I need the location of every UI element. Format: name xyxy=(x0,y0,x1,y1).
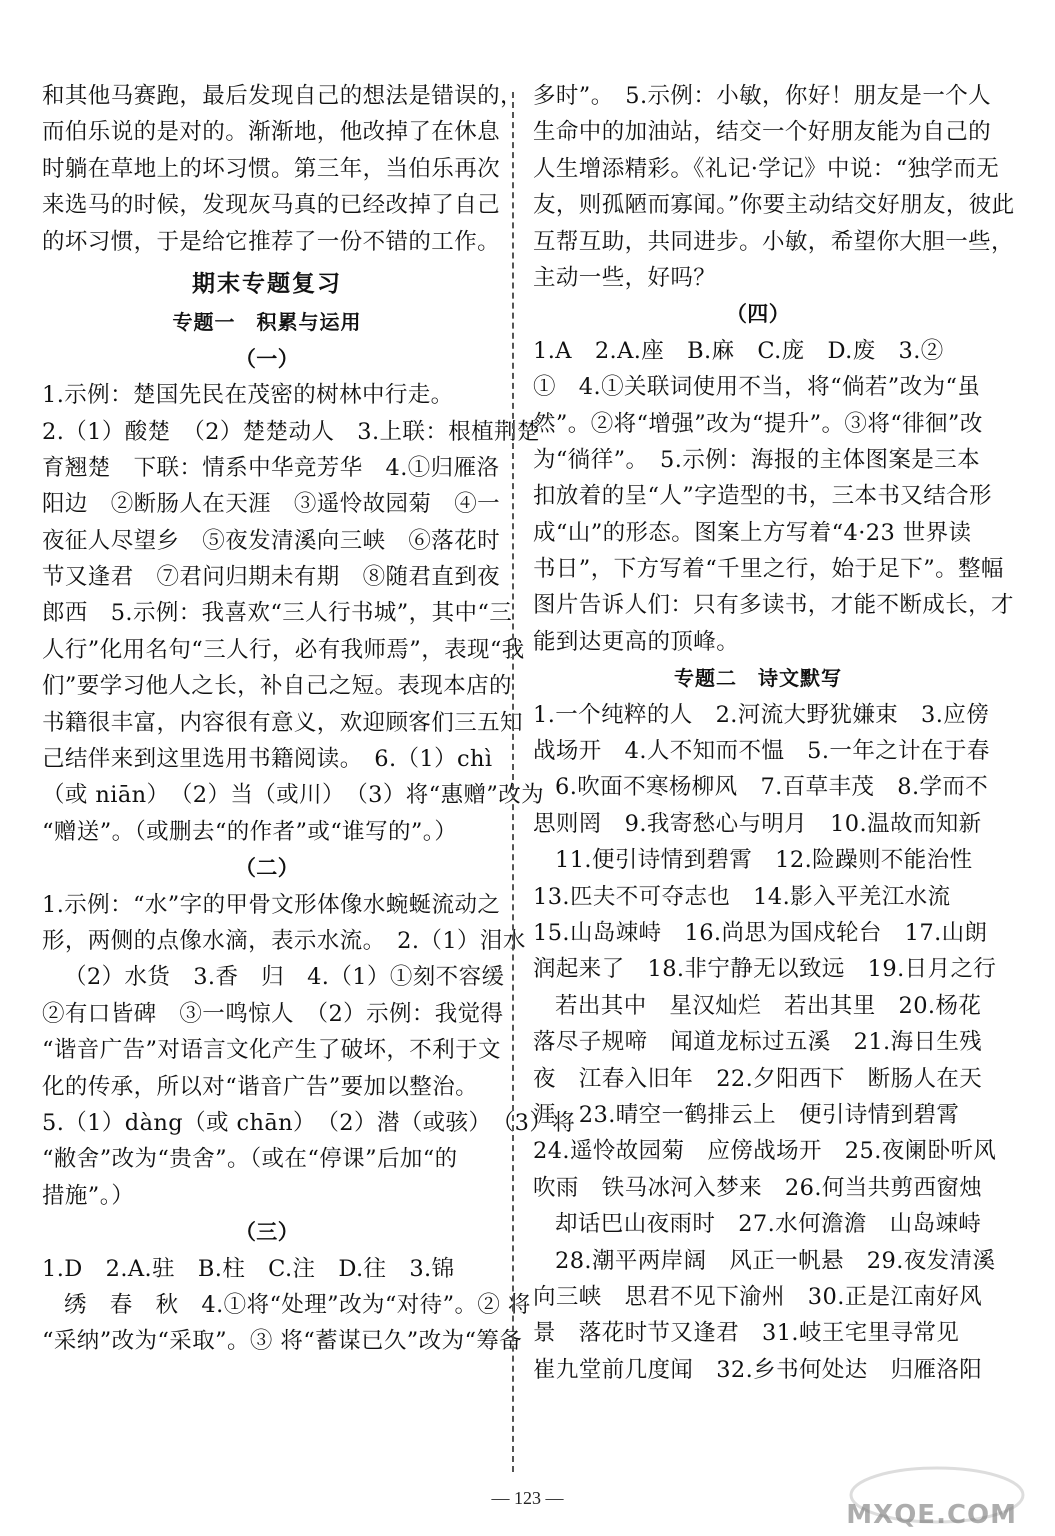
text-line: 5.（1）dàng（或 chān） （2）潜（或骇） （3）将 xyxy=(42,1109,576,1136)
text-line: 13.匹夫不可夺志也 14.影入平羌江水流 xyxy=(533,883,951,910)
text-line: 措施”。） xyxy=(42,1182,135,1209)
text-line: 向三峡 思君不见下渝州 30.正是江南好风 xyxy=(533,1283,983,1310)
text-line: 28.潮平两岸阔 风正一帆悬 29.夜发清溪 xyxy=(555,1247,996,1274)
column-divider xyxy=(512,92,514,1472)
text-line: 却话巴山夜雨时 27.水何澹澹 山岛竦峙 xyxy=(555,1211,982,1238)
text-line: 夜征人尽望乡 ⑤夜发清溪向三峡 ⑥落花时 xyxy=(42,527,501,554)
subsection-heading: （三） xyxy=(234,1220,300,1245)
text-line: “谐音广告”对语言文化产生了破坏，不利于文 xyxy=(42,1037,501,1064)
text-line: 人生增添精彩。《礼记·学记》中说：“独学而无 xyxy=(533,155,1000,182)
text-line: 己结伴来到这里选用书籍阅读。 6.（1）chì xyxy=(42,746,493,773)
text-line: 景 落花时节又逢君 31.岐王宅里寻常见 xyxy=(533,1320,960,1347)
text-line: （2）水货 3.香 归 4.（1）①刻不容缓 xyxy=(64,964,505,991)
text-line: 图片告诉人们：只有多读书，才能不断成长，才 xyxy=(533,592,1014,619)
text-line: 友，则孤陋而寡闻。”你要主动结交好朋友，彼此 xyxy=(533,192,1015,219)
text-line: “敝舍”改为“贵舍”。（或在“停课”后加“的 xyxy=(42,1146,458,1173)
text-line: 2.（1）酸楚 （2）楚楚动人 3.上联：根植荆楚 xyxy=(42,418,540,445)
text-line: 夜 江春入旧年 22.夕阳西下 断肠人在天 xyxy=(533,1065,983,1092)
section-title: 期末专题复习 xyxy=(192,270,342,297)
text-line: 崔九堂前几度闻 32.乡书何处达 归雁洛阳 xyxy=(533,1356,983,1383)
text-line: 的坏习惯，于是给它推荐了一份不错的工作。 xyxy=(42,228,501,255)
subsection-heading: （一） xyxy=(234,346,300,371)
topic-heading: 专题二 诗文默写 xyxy=(674,666,842,691)
text-line: ① 4.①关联词使用不当，将“倘若”改为“虽 xyxy=(533,374,981,401)
text-line: 生命中的加油站，结交一个好朋友能为自己的 xyxy=(533,119,992,146)
text-line: 成“山”的形态。图案上方写着“4·23 世界读 xyxy=(533,519,972,546)
left-column xyxy=(42,78,576,1360)
page-number: — 123 — xyxy=(491,1488,564,1508)
text-line: 1.示例：“水”字的甲骨文形体像水蜿蜒流动之 xyxy=(42,891,501,918)
text-line: 绣 春 秋 4.①将“处理”改为“对待”。② 将 xyxy=(64,1291,531,1318)
text-line: “赠送”。（或删去“的作者”或“谁写的”。） xyxy=(42,818,458,845)
text-line: 育翘楚 下联：情系中华竞芳华 4.①归雁洛 xyxy=(42,454,500,481)
text-line: 落尽子规啼 闻道龙标过五溪 21.海日生残 xyxy=(533,1029,983,1056)
text-line: 人行”化用名句“三人行，必有我师焉”，表现“我 xyxy=(42,636,525,663)
text-line: 书日”，下方写着“千里之行，始于足下”。整幅 xyxy=(533,556,1004,583)
topic-heading: 专题一 积累与运用 xyxy=(172,310,362,335)
text-line: 润起来了 18.非宁静无以致远 19.日月之行 xyxy=(533,956,997,983)
text-line: （或 niān） （2）当（或川） （3）将“惠赠”改为 xyxy=(42,782,545,809)
text-line: 主动一些，好吗？ xyxy=(533,264,717,291)
text-line: 来选马的时候，发现灰马真的已经改掉了自己 xyxy=(42,192,501,219)
text-line: 书籍很丰富，内容很有意义，欢迎顾客们三五知 xyxy=(42,709,523,736)
text-line: 战场开 4.人不知而不愠 5.一年之计在于春 xyxy=(533,738,990,765)
text-line: 们”要学习他人之长，补自己之短。表现本店的 xyxy=(42,673,512,700)
text-line: 互帮互助，共同进步。小敏，希望你大胆一些， xyxy=(533,228,1014,255)
text-line: 15.山岛竦峙 16.尚思为国戍轮台 17.山朗 xyxy=(533,919,988,946)
text-line: 化的传承，所以对“谐音广告”要加以整治。 xyxy=(42,1073,479,1100)
subsection-heading: （四） xyxy=(725,302,791,327)
text-line: “采纳”改为“采取”。③ 将“蓄谋已久”改为“筹备 xyxy=(42,1328,523,1355)
text-line: 节又逢君 ⑦君问归期未有期 ⑧随君直到夜 xyxy=(42,564,501,591)
text-line: 思则罔 9.我寄愁心与明月 10.温故而知新 xyxy=(533,810,982,837)
text-line: 1.A 2.A.座 B.麻 C.庞 D.废 3.② xyxy=(533,337,944,364)
text-line: 为“徜徉”。 5.示例：海报的主体图案是三本 xyxy=(533,446,981,473)
text-line: 多时”。 5.示例：小敏，你好！朋友是一个人 xyxy=(533,83,992,109)
text-line: 1.D 2.A.驻 B.柱 C.注 D.往 3.锦 xyxy=(42,1255,455,1282)
watermark-text: MXQE.COM xyxy=(846,1500,1017,1530)
text-line: 时躺在草地上的坏习惯。第三年，当伯乐再次 xyxy=(42,155,501,182)
text-line: ②有口皆碑 ③一鸣惊人 （2）示例：我觉得 xyxy=(42,1000,504,1027)
text-line: 涯 23.晴空一鹤排云上 便引诗情到碧霄 xyxy=(533,1101,960,1128)
text-line: 11.便引诗情到碧霄 12.险躁则不能治性 xyxy=(555,847,973,874)
text-line: 阳边 ②断肠人在天涯 ③遥怜故园菊 ④一 xyxy=(42,491,501,518)
text-line: 和其他马赛跑，最后发现自己的想法是错误的， xyxy=(42,83,523,109)
text-line: 形，两侧的点像水滴，表示水流。 2.（1）泪水 xyxy=(42,927,526,954)
text-line: 然”。②将“增强”改为“提升”。③将“徘徊”改 xyxy=(533,410,983,437)
text-line: 能到达更高的顶峰。 xyxy=(533,628,740,655)
text-line: 郎西 5.示例：我喜欢“三人行书城”，其中“三 xyxy=(42,600,513,627)
right-column xyxy=(533,78,1015,1388)
text-line: 扣放着的呈“人”字造型的书，三本书又结合形 xyxy=(533,483,992,510)
text-line: 吹雨 铁马冰河入梦来 26.何当共剪西窗烛 xyxy=(533,1174,983,1201)
text-line: 6.吹面不寒杨柳风 7.百草丰茂 8.学而不 xyxy=(555,774,989,801)
text-line: 1.一个纯粹的人 2.河流大野犹嫌束 3.应傍 xyxy=(533,701,990,728)
text-line: 24.遥怜故园菊 应傍战场开 25.夜阑卧听风 xyxy=(533,1138,997,1165)
text-line: 若出其中 星汉灿烂 若出其里 20.杨花 xyxy=(555,992,982,1019)
text-line: 而伯乐说的是对的。渐渐地，他改掉了在休息 xyxy=(42,119,501,146)
text-line: 1.示例：楚国先民在茂密的树林中行走。 xyxy=(42,382,454,409)
subsection-heading: （二） xyxy=(234,856,300,881)
